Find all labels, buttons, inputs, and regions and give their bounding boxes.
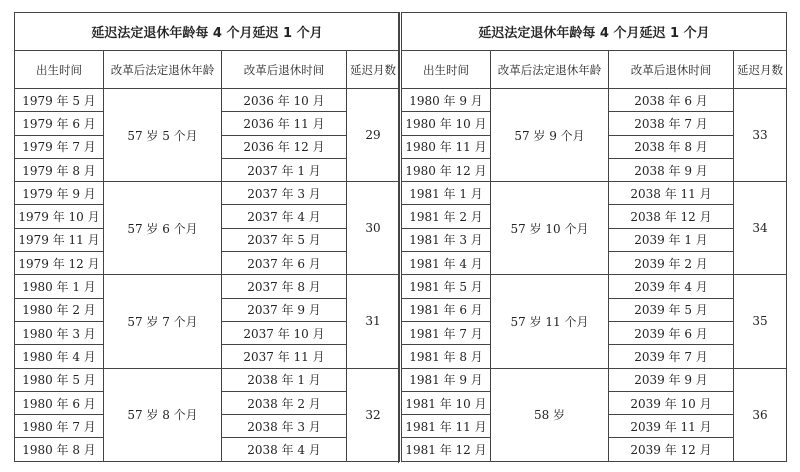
retirement-time-cell: 2039 年 12 月 <box>609 438 734 461</box>
birth-time-cell: 1980 年 10 月 <box>402 112 491 135</box>
table-title: 延迟法定退休年龄每 4 个月延迟 1 个月 <box>15 13 400 51</box>
table-row <box>402 89 787 112</box>
retirement-age-cell: 57 岁 7 个月 <box>104 275 222 368</box>
delay-months-cell: 34 <box>734 182 787 275</box>
birth-time-cell: 1981 年 1 月 <box>402 182 491 205</box>
retirement-time-cell: 2036 年 12 月 <box>222 135 347 158</box>
header-birth-time: 出生时间 <box>402 51 491 89</box>
birth-time-cell: 1981 年 7 月 <box>402 321 491 344</box>
retirement-time-cell: 2039 年 6 月 <box>609 321 734 344</box>
retirement-time-cell: 2038 年 8 月 <box>609 135 734 158</box>
retirement-time-cell: 2037 年 3 月 <box>222 182 347 205</box>
retirement-time-cell: 2039 年 5 月 <box>609 298 734 321</box>
birth-time-cell: 1979 年 8 月 <box>15 158 104 181</box>
birth-time-cell: 1980 年 3 月 <box>15 321 104 344</box>
birth-time-cell: 1981 年 3 月 <box>402 228 491 251</box>
header-new-retirement-age: 改革后法定退休年龄 <box>104 51 222 89</box>
birth-time-cell: 1981 年 5 月 <box>402 275 491 298</box>
retirement-age-cell: 57 岁 9 个月 <box>491 89 609 182</box>
birth-time-cell: 1981 年 8 月 <box>402 345 491 368</box>
birth-time-cell: 1980 年 11 月 <box>402 135 491 158</box>
header-new-retirement-time: 改革后退休时间 <box>609 51 734 89</box>
left-retirement-table <box>14 12 400 462</box>
delay-months-cell: 29 <box>347 89 400 182</box>
retirement-time-cell: 2038 年 7 月 <box>609 112 734 135</box>
retirement-time-cell: 2039 年 1 月 <box>609 228 734 251</box>
header-birth-time: 出生时间 <box>15 51 104 89</box>
delay-months-cell: 35 <box>734 275 787 368</box>
retirement-age-cell: 57 岁 5 个月 <box>104 89 222 182</box>
retirement-time-cell: 2037 年 5 月 <box>222 228 347 251</box>
birth-time-cell: 1979 年 11 月 <box>15 228 104 251</box>
birth-time-cell: 1979 年 12 月 <box>15 252 104 275</box>
retirement-time-cell: 2037 年 4 月 <box>222 205 347 228</box>
retirement-age-cell: 58 岁 <box>491 368 609 461</box>
retirement-time-cell: 2039 年 7 月 <box>609 345 734 368</box>
retirement-time-cell: 2039 年 9 月 <box>609 368 734 391</box>
table-row <box>402 275 787 298</box>
birth-time-cell: 1980 年 9 月 <box>402 89 491 112</box>
birth-time-cell: 1979 年 6 月 <box>15 112 104 135</box>
retirement-time-cell: 2036 年 10 月 <box>222 89 347 112</box>
header-new-retirement-time: 改革后退休时间 <box>222 51 347 89</box>
retirement-time-cell: 2037 年 10 月 <box>222 321 347 344</box>
table-row <box>15 275 400 298</box>
birth-time-cell: 1980 年 4 月 <box>15 345 104 368</box>
retirement-time-cell: 2039 年 2 月 <box>609 252 734 275</box>
delay-months-cell: 32 <box>347 368 400 461</box>
table-row <box>402 182 787 205</box>
delay-months-cell: 36 <box>734 368 787 461</box>
retirement-time-cell: 2037 年 11 月 <box>222 345 347 368</box>
table-row <box>15 368 400 391</box>
birth-time-cell: 1981 年 11 月 <box>402 415 491 438</box>
table-row <box>15 182 400 205</box>
retirement-time-cell: 2038 年 9 月 <box>609 158 734 181</box>
birth-time-cell: 1980 年 7 月 <box>15 415 104 438</box>
retirement-time-cell: 2037 年 6 月 <box>222 252 347 275</box>
birth-time-cell: 1980 年 12 月 <box>402 158 491 181</box>
retirement-time-cell: 2038 年 12 月 <box>609 205 734 228</box>
header-delay-months: 延迟月数 <box>347 51 400 89</box>
delay-months-cell: 31 <box>347 275 400 368</box>
table-row <box>15 89 400 112</box>
retirement-time-cell: 2039 年 4 月 <box>609 275 734 298</box>
header-delay-months: 延迟月数 <box>734 51 787 89</box>
birth-time-cell: 1979 年 5 月 <box>15 89 104 112</box>
retirement-time-cell: 2039 年 11 月 <box>609 415 734 438</box>
retirement-time-cell: 2038 年 1 月 <box>222 368 347 391</box>
birth-time-cell: 1981 年 6 月 <box>402 298 491 321</box>
birth-time-cell: 1981 年 2 月 <box>402 205 491 228</box>
birth-time-cell: 1981 年 10 月 <box>402 391 491 414</box>
title-row <box>15 13 400 51</box>
retirement-time-cell: 2038 年 11 月 <box>609 182 734 205</box>
birth-time-cell: 1979 年 10 月 <box>15 205 104 228</box>
retirement-time-cell: 2037 年 8 月 <box>222 275 347 298</box>
retirement-time-cell: 2036 年 11 月 <box>222 112 347 135</box>
birth-time-cell: 1980 年 8 月 <box>15 438 104 461</box>
birth-time-cell: 1980 年 2 月 <box>15 298 104 321</box>
retirement-age-cell: 57 岁 11 个月 <box>491 275 609 368</box>
title-row <box>402 13 787 51</box>
retirement-time-cell: 2038 年 2 月 <box>222 391 347 414</box>
birth-time-cell: 1980 年 5 月 <box>15 368 104 391</box>
birth-time-cell: 1980 年 1 月 <box>15 275 104 298</box>
panel-divider <box>398 12 399 463</box>
header-row <box>15 51 400 89</box>
table-title: 延迟法定退休年龄每 4 个月延迟 1 个月 <box>402 13 787 51</box>
retirement-time-cell: 2038 年 6 月 <box>609 89 734 112</box>
delay-months-cell: 33 <box>734 89 787 182</box>
retirement-age-cell: 57 岁 8 个月 <box>104 368 222 461</box>
retirement-time-cell: 2038 年 4 月 <box>222 438 347 461</box>
birth-time-cell: 1979 年 7 月 <box>15 135 104 158</box>
retirement-time-cell: 2039 年 10 月 <box>609 391 734 414</box>
birth-time-cell: 1981 年 9 月 <box>402 368 491 391</box>
retirement-time-cell: 2037 年 1 月 <box>222 158 347 181</box>
table-row <box>402 368 787 391</box>
right-retirement-table <box>401 12 787 462</box>
retirement-age-cell: 57 岁 6 个月 <box>104 182 222 275</box>
header-new-retirement-age: 改革后法定退休年龄 <box>491 51 609 89</box>
birth-time-cell: 1979 年 9 月 <box>15 182 104 205</box>
retirement-time-cell: 2037 年 9 月 <box>222 298 347 321</box>
header-row <box>402 51 787 89</box>
retirement-time-cell: 2038 年 3 月 <box>222 415 347 438</box>
birth-time-cell: 1981 年 12 月 <box>402 438 491 461</box>
birth-time-cell: 1980 年 6 月 <box>15 391 104 414</box>
delay-months-cell: 30 <box>347 182 400 275</box>
retirement-age-cell: 57 岁 10 个月 <box>491 182 609 275</box>
right-table-panel <box>401 12 787 462</box>
birth-time-cell: 1981 年 4 月 <box>402 252 491 275</box>
left-table-panel <box>14 12 400 462</box>
